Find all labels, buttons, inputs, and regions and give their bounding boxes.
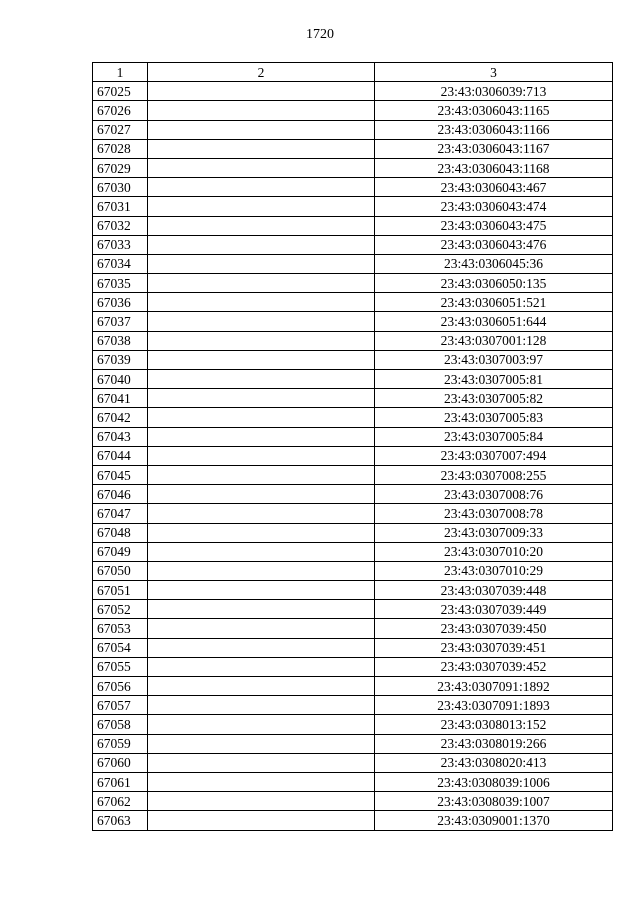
row-number-cell: 67059 — [93, 734, 148, 753]
table-row — [93, 523, 613, 542]
table-row — [93, 657, 613, 676]
row-number-cell: 67041 — [93, 389, 148, 408]
row-number-cell: 67027 — [93, 120, 148, 139]
empty-cell — [148, 772, 375, 791]
table-row — [93, 274, 613, 293]
table-row — [93, 350, 613, 369]
empty-cell — [148, 197, 375, 216]
table-row — [93, 235, 613, 254]
table-row — [93, 696, 613, 715]
table-row — [93, 715, 613, 734]
row-number-cell: 67038 — [93, 331, 148, 350]
cadastral-number-cell: 23:43:0308039:1006 — [375, 772, 613, 791]
column-header-3: 3 — [375, 63, 613, 82]
table-row — [93, 677, 613, 696]
row-number-cell: 67058 — [93, 715, 148, 734]
row-number-cell: 67033 — [93, 235, 148, 254]
row-number-cell: 67052 — [93, 600, 148, 619]
row-number-cell: 67040 — [93, 370, 148, 389]
row-number-cell: 67050 — [93, 561, 148, 580]
table-row — [93, 619, 613, 638]
empty-cell — [148, 485, 375, 504]
empty-cell — [148, 408, 375, 427]
row-number-cell: 67032 — [93, 216, 148, 235]
table-row — [93, 600, 613, 619]
empty-cell — [148, 542, 375, 561]
empty-cell — [148, 120, 375, 139]
cadastral-number-cell: 23:43:0307001:128 — [375, 331, 613, 350]
table-row — [93, 254, 613, 273]
table-row — [93, 446, 613, 465]
table-row — [93, 82, 613, 101]
row-number-cell: 67048 — [93, 523, 148, 542]
cadastral-number-cell: 23:43:0306043:1168 — [375, 158, 613, 177]
empty-cell — [148, 158, 375, 177]
empty-cell — [148, 696, 375, 715]
cadastral-number-cell: 23:43:0309001:1370 — [375, 811, 613, 830]
table-row — [93, 772, 613, 791]
cadastral-number-cell: 23:43:0307039:452 — [375, 657, 613, 676]
cadastral-number-cell: 23:43:0307005:84 — [375, 427, 613, 446]
cadastral-number-cell: 23:43:0307039:451 — [375, 638, 613, 657]
cadastral-number-cell: 23:43:0306043:1165 — [375, 101, 613, 120]
cadastral-number-cell: 23:43:0307005:82 — [375, 389, 613, 408]
row-number-cell: 67061 — [93, 772, 148, 791]
row-number-cell: 67054 — [93, 638, 148, 657]
cadastral-number-cell: 23:43:0308020:413 — [375, 753, 613, 772]
empty-cell — [148, 350, 375, 369]
table-row — [93, 293, 613, 312]
row-number-cell: 67063 — [93, 811, 148, 830]
table-row — [93, 734, 613, 753]
cadastral-number-cell: 23:43:0307010:29 — [375, 561, 613, 580]
cadastral-number-cell: 23:43:0308019:266 — [375, 734, 613, 753]
row-number-cell: 67039 — [93, 350, 148, 369]
cadastral-number-cell: 23:43:0307009:33 — [375, 523, 613, 542]
row-number-cell: 67043 — [93, 427, 148, 446]
cadastral-number-cell: 23:43:0307010:20 — [375, 542, 613, 561]
cadastral-number-cell: 23:43:0306043:475 — [375, 216, 613, 235]
empty-cell — [148, 274, 375, 293]
row-number-cell: 67025 — [93, 82, 148, 101]
table-row — [93, 561, 613, 580]
column-header-1: 1 — [93, 63, 148, 82]
row-number-cell: 67030 — [93, 178, 148, 197]
empty-cell — [148, 82, 375, 101]
cadastral-number-cell: 23:43:0307008:76 — [375, 485, 613, 504]
table-row — [93, 331, 613, 350]
cadastral-number-cell: 23:43:0307008:255 — [375, 465, 613, 484]
cadastral-number-cell: 23:43:0307008:78 — [375, 504, 613, 523]
cadastral-number-cell: 23:43:0306045:36 — [375, 254, 613, 273]
cadastral-number-cell: 23:43:0307007:494 — [375, 446, 613, 465]
empty-cell — [148, 427, 375, 446]
row-number-cell: 67037 — [93, 312, 148, 331]
table-row — [93, 485, 613, 504]
table-row — [93, 370, 613, 389]
row-number-cell: 67049 — [93, 542, 148, 561]
table-row — [93, 312, 613, 331]
empty-cell — [148, 792, 375, 811]
row-number-cell: 67034 — [93, 254, 148, 273]
cadastral-number-cell: 23:43:0307005:83 — [375, 408, 613, 427]
row-number-cell: 67047 — [93, 504, 148, 523]
empty-cell — [148, 600, 375, 619]
empty-cell — [148, 753, 375, 772]
cadastral-number-cell: 23:43:0306039:713 — [375, 82, 613, 101]
empty-cell — [148, 312, 375, 331]
cadastral-number-cell: 23:43:0306043:1167 — [375, 139, 613, 158]
empty-cell — [148, 293, 375, 312]
empty-cell — [148, 734, 375, 753]
table-row — [93, 638, 613, 657]
cadastral-number-cell: 23:43:0307039:449 — [375, 600, 613, 619]
table-row — [93, 427, 613, 446]
table-row — [93, 158, 613, 177]
table-row — [93, 101, 613, 120]
column-header-2: 2 — [148, 63, 375, 82]
row-number-cell: 67062 — [93, 792, 148, 811]
empty-cell — [148, 677, 375, 696]
row-number-cell: 67026 — [93, 101, 148, 120]
cadastral-number-cell: 23:43:0306043:476 — [375, 235, 613, 254]
table-row — [93, 581, 613, 600]
row-number-cell: 67028 — [93, 139, 148, 158]
empty-cell — [148, 389, 375, 408]
row-number-cell: 67042 — [93, 408, 148, 427]
empty-cell — [148, 504, 375, 523]
empty-cell — [148, 657, 375, 676]
empty-cell — [148, 619, 375, 638]
data-table — [92, 62, 613, 831]
empty-cell — [148, 561, 375, 580]
table-row — [93, 504, 613, 523]
empty-cell — [148, 235, 375, 254]
empty-cell — [148, 465, 375, 484]
table-row — [93, 120, 613, 139]
table-row — [93, 753, 613, 772]
cadastral-number-cell: 23:43:0306050:135 — [375, 274, 613, 293]
table-row — [93, 465, 613, 484]
empty-cell — [148, 254, 375, 273]
cadastral-number-cell: 23:43:0306043:474 — [375, 197, 613, 216]
row-number-cell: 67035 — [93, 274, 148, 293]
row-number-cell: 67060 — [93, 753, 148, 772]
cadastral-number-cell: 23:43:0307005:81 — [375, 370, 613, 389]
table-row — [93, 178, 613, 197]
cadastral-number-cell: 23:43:0307039:448 — [375, 581, 613, 600]
row-number-cell: 67055 — [93, 657, 148, 676]
table-row — [93, 811, 613, 830]
cadastral-number-cell: 23:43:0308039:1007 — [375, 792, 613, 811]
page-number: 1720 — [306, 27, 334, 42]
cadastral-number-cell: 23:43:0306051:644 — [375, 312, 613, 331]
table-row — [93, 542, 613, 561]
empty-cell — [148, 101, 375, 120]
empty-cell — [148, 811, 375, 830]
cadastral-number-cell: 23:43:0307003:97 — [375, 350, 613, 369]
empty-cell — [148, 331, 375, 350]
empty-cell — [148, 216, 375, 235]
row-number-cell: 67036 — [93, 293, 148, 312]
row-number-cell: 67044 — [93, 446, 148, 465]
table-row — [93, 197, 613, 216]
empty-cell — [148, 638, 375, 657]
empty-cell — [148, 523, 375, 542]
cadastral-number-cell: 23:43:0306051:521 — [375, 293, 613, 312]
row-number-cell: 67051 — [93, 581, 148, 600]
table-row — [93, 216, 613, 235]
empty-cell — [148, 715, 375, 734]
row-number-cell: 67046 — [93, 485, 148, 504]
row-number-cell: 67031 — [93, 197, 148, 216]
table-body — [93, 82, 613, 830]
empty-cell — [148, 581, 375, 600]
empty-cell — [148, 139, 375, 158]
table-row — [93, 139, 613, 158]
cadastral-number-cell: 23:43:0306043:1166 — [375, 120, 613, 139]
row-number-cell: 67053 — [93, 619, 148, 638]
empty-cell — [148, 178, 375, 197]
empty-cell — [148, 446, 375, 465]
row-number-cell: 67057 — [93, 696, 148, 715]
cadastral-number-cell: 23:43:0308013:152 — [375, 715, 613, 734]
cadastral-number-cell: 23:43:0307091:1892 — [375, 677, 613, 696]
table-row — [93, 792, 613, 811]
row-number-cell: 67029 — [93, 158, 148, 177]
table-header-row — [93, 63, 613, 82]
table-row — [93, 408, 613, 427]
cadastral-number-cell: 23:43:0307039:450 — [375, 619, 613, 638]
table-row — [93, 389, 613, 408]
cadastral-number-cell: 23:43:0307091:1893 — [375, 696, 613, 715]
empty-cell — [148, 370, 375, 389]
cadastral-number-cell: 23:43:0306043:467 — [375, 178, 613, 197]
row-number-cell: 67045 — [93, 465, 148, 484]
row-number-cell: 67056 — [93, 677, 148, 696]
